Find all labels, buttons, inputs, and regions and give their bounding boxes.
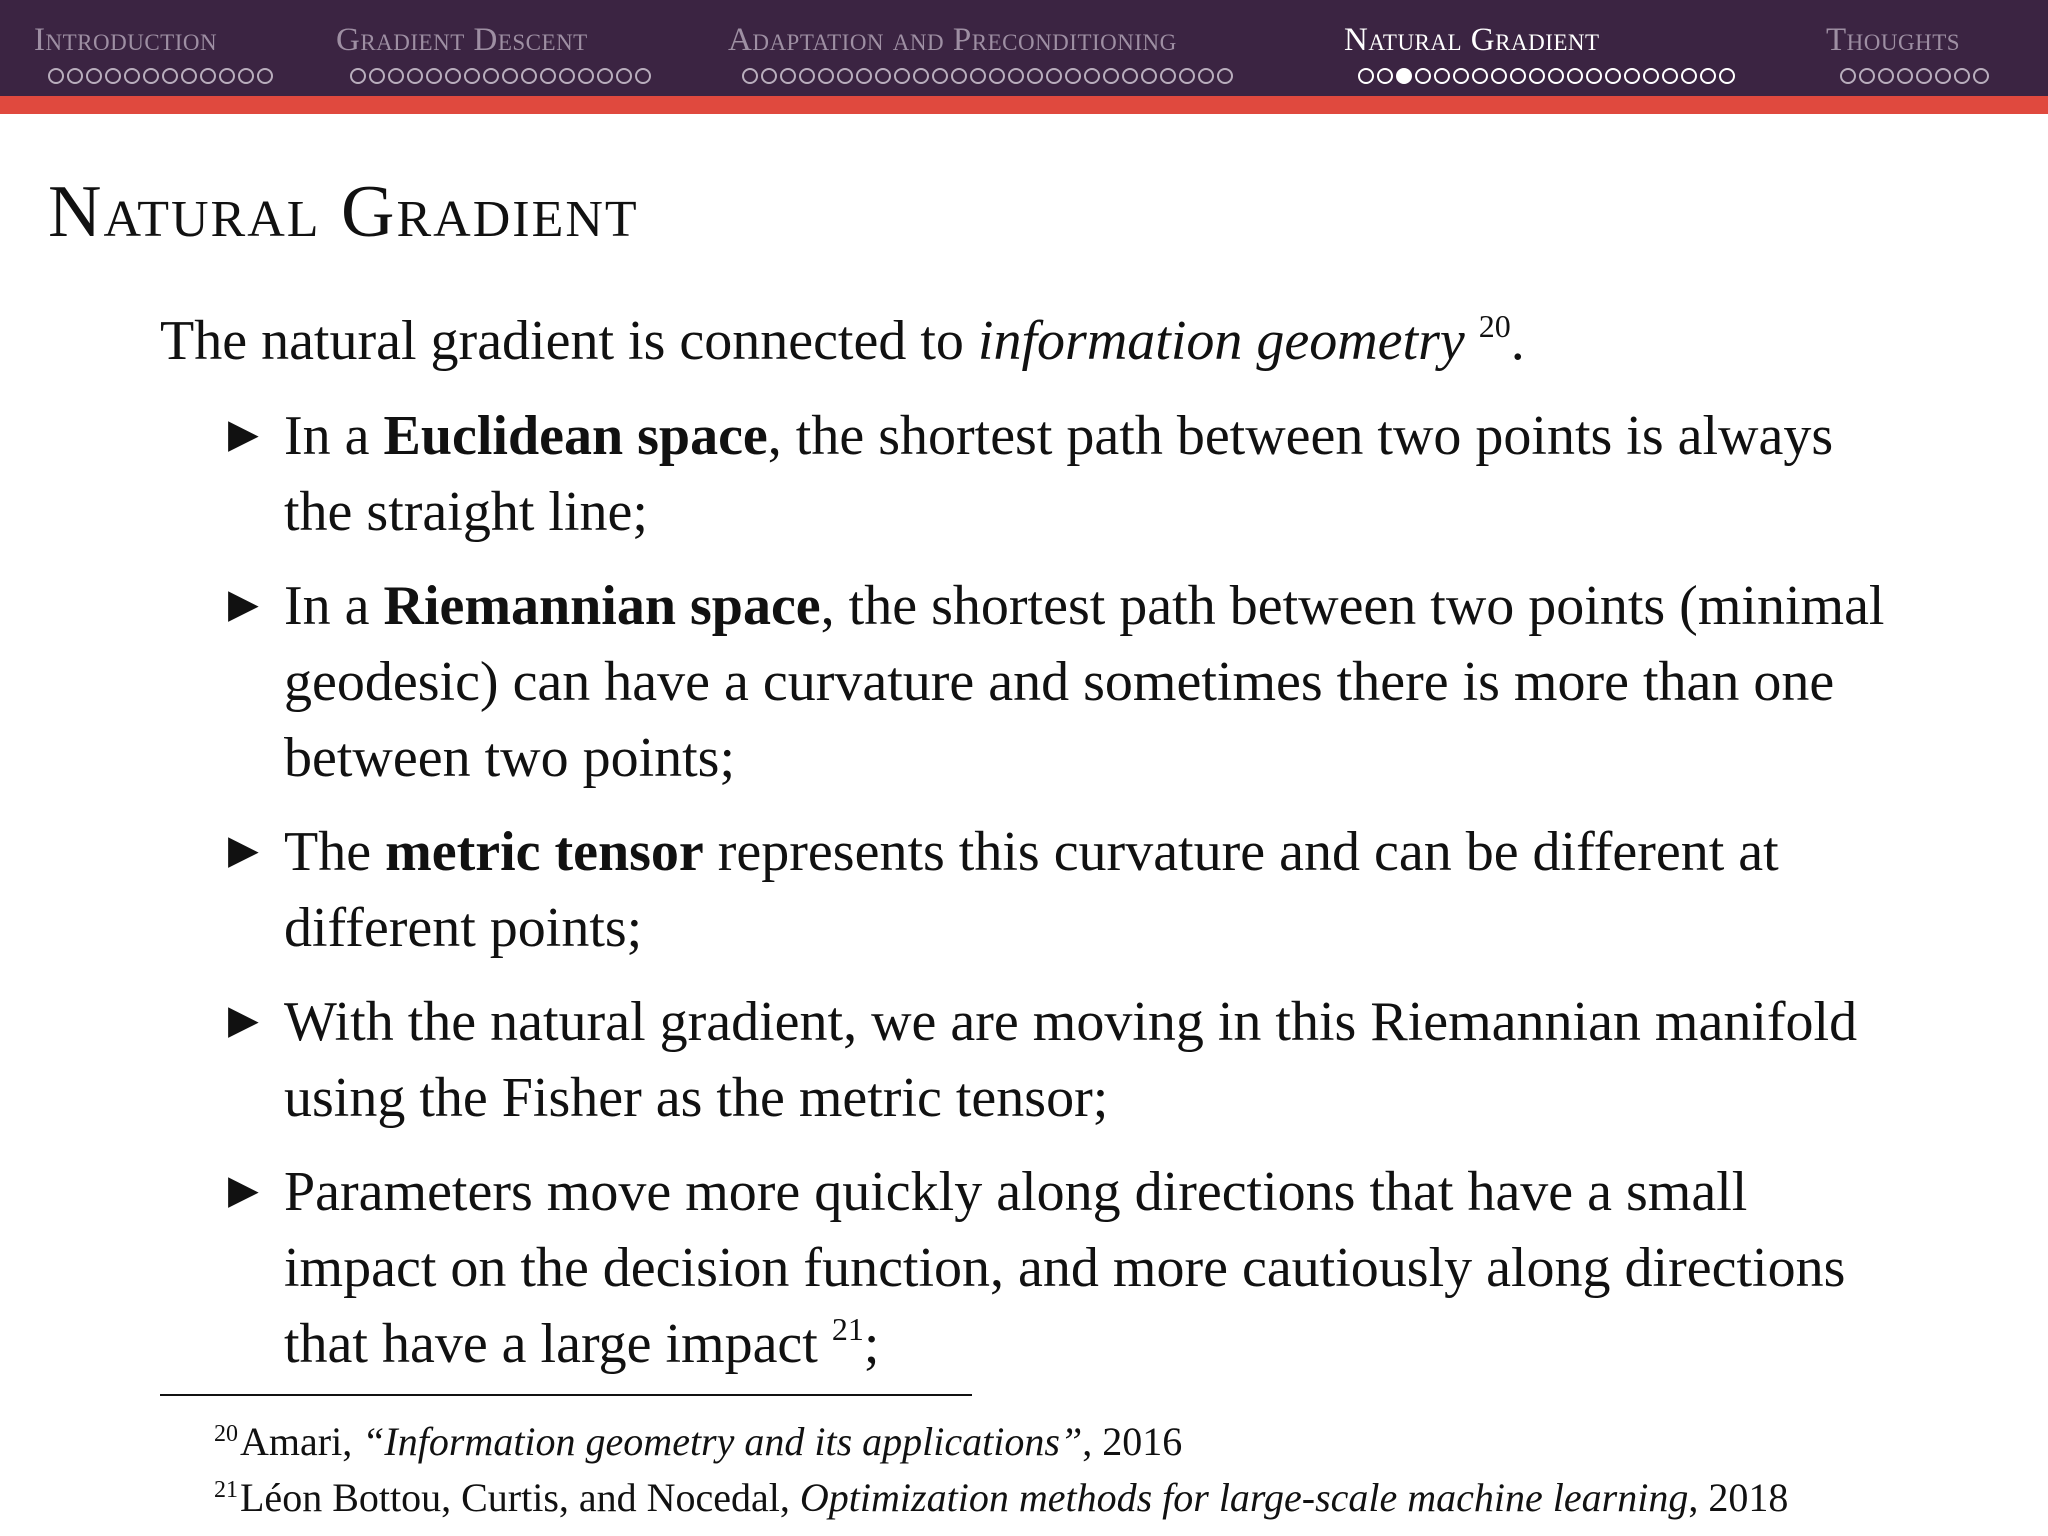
slide-dot[interactable] xyxy=(1548,68,1564,84)
bullet-text: represents this curvature and can be different at different points; xyxy=(284,821,1779,959)
bullet-item xyxy=(224,568,1904,796)
footnote-text: Amari, xyxy=(240,1419,363,1464)
slide-dot[interactable] xyxy=(1046,68,1062,84)
slide-dot[interactable] xyxy=(1586,68,1602,84)
slide-dots xyxy=(350,68,651,84)
slide-dot[interactable] xyxy=(1008,68,1024,84)
slide-dots xyxy=(742,68,1233,84)
slide-dot[interactable] xyxy=(1217,68,1233,84)
slide-dot[interactable] xyxy=(105,68,121,84)
slide-dot[interactable] xyxy=(970,68,986,84)
bullet-item xyxy=(224,398,1904,550)
footnote-ref[interactable]: 20 xyxy=(1478,308,1511,344)
slide-dot[interactable] xyxy=(1973,68,1989,84)
slide-dot[interactable] xyxy=(1358,68,1374,84)
intro-end: . xyxy=(1510,310,1525,372)
slide-dot[interactable] xyxy=(1179,68,1195,84)
footnote-year: , 2018 xyxy=(1688,1475,1789,1520)
slide-dot[interactable] xyxy=(1434,68,1450,84)
nav-section-adaptation-and-preconditioning[interactable] xyxy=(728,22,1233,84)
footnote-title: Optimization methods for large-scale machine learning xyxy=(799,1475,1689,1520)
slide-dot[interactable] xyxy=(1840,68,1856,84)
section-navigation-bar xyxy=(0,0,2048,96)
slide-dot[interactable] xyxy=(837,68,853,84)
slide-dot[interactable] xyxy=(1491,68,1507,84)
slide-dot[interactable] xyxy=(1878,68,1894,84)
slide-dot[interactable] xyxy=(761,68,777,84)
slide-dot[interactable] xyxy=(1415,68,1431,84)
slide-dot[interactable] xyxy=(989,68,1005,84)
slide-dot[interactable] xyxy=(1510,68,1526,84)
nav-section-label[interactable]: Thoughts xyxy=(1826,22,1961,58)
slide-dot[interactable] xyxy=(1700,68,1716,84)
nav-section-natural-gradient[interactable] xyxy=(1344,22,1735,84)
nav-section-label[interactable]: Adaptation and Preconditioning xyxy=(728,22,1177,58)
nav-section-gradient-descent[interactable] xyxy=(336,22,651,84)
slide-dot[interactable] xyxy=(1472,68,1488,84)
slide-dot[interactable] xyxy=(742,68,758,84)
slide-dot[interactable] xyxy=(951,68,967,84)
slide-dot[interactable] xyxy=(1103,68,1119,84)
slide-dot[interactable] xyxy=(483,68,499,84)
slide-dot[interactable] xyxy=(521,68,537,84)
bullet-triangle-icon: ▶ xyxy=(228,997,259,1042)
bullet-triangle-icon: ▶ xyxy=(228,581,259,626)
slide-dot[interactable] xyxy=(894,68,910,84)
slide-dot[interactable] xyxy=(559,68,575,84)
slide-dot[interactable] xyxy=(388,68,404,84)
slide-dot[interactable] xyxy=(1065,68,1081,84)
slide-dot[interactable] xyxy=(1377,68,1393,84)
slide-dots xyxy=(48,68,273,84)
slide-dot[interactable] xyxy=(1897,68,1913,84)
footnote-year: , 2016 xyxy=(1082,1419,1183,1464)
nav-section-label[interactable]: Introduction xyxy=(34,22,218,58)
footnote-20 xyxy=(214,1416,1182,1468)
slide-dot[interactable] xyxy=(124,68,140,84)
nav-section-introduction[interactable] xyxy=(34,22,273,84)
nav-section-thoughts[interactable] xyxy=(1826,22,1989,84)
slide-dot[interactable] xyxy=(578,68,594,84)
bullet-triangle-icon: ▶ xyxy=(228,1167,259,1212)
slide-dot[interactable] xyxy=(932,68,948,84)
slide-dots xyxy=(1358,68,1735,84)
slide-dot[interactable] xyxy=(1141,68,1157,84)
bullet-item xyxy=(224,984,1904,1136)
slide-dot[interactable] xyxy=(1160,68,1176,84)
slide-dot[interactable] xyxy=(219,68,235,84)
bullet-text: With the natural gradient, we are moving in this Riemannian manifold using the Fisher as the metric tensor; xyxy=(284,991,1858,1129)
bullet-bold: Euclidean space xyxy=(383,405,768,467)
slide-dot[interactable] xyxy=(464,68,480,84)
slide-title: Natural Gradient xyxy=(48,171,639,253)
bullet-text: , the shortest path between two points (minimal geodesic) can have a curvature and sometimes there is more than one between two points; xyxy=(284,575,1885,789)
slide-dot[interactable] xyxy=(445,68,461,84)
slide-dot[interactable] xyxy=(1643,68,1659,84)
slide-dot[interactable] xyxy=(86,68,102,84)
slide-dot[interactable] xyxy=(635,68,651,84)
slide-dot[interactable] xyxy=(1935,68,1951,84)
slide-dot[interactable] xyxy=(181,68,197,84)
slide-dot[interactable] xyxy=(1624,68,1640,84)
slide-dot[interactable] xyxy=(540,68,556,84)
slide-dot[interactable] xyxy=(369,68,385,84)
bullet-text: In a xyxy=(284,575,384,637)
slide-dot[interactable] xyxy=(1396,68,1412,84)
slide-dot[interactable] xyxy=(1027,68,1043,84)
slide-dot[interactable] xyxy=(875,68,891,84)
bullet-text: Parameters move more quickly along directions that have a small impact on the decision function, and more cautiously along directions that have a large impact xyxy=(284,1161,1846,1375)
slide-dot[interactable] xyxy=(913,68,929,84)
bullet-bold: metric tensor xyxy=(385,821,704,883)
bullet-triangle-icon: ▶ xyxy=(228,827,259,872)
slide-dot[interactable] xyxy=(143,68,159,84)
slide-dot[interactable] xyxy=(502,68,518,84)
slide-dot[interactable] xyxy=(616,68,632,84)
slide-dot[interactable] xyxy=(257,68,273,84)
footnote-title: “Information geometry and its applications” xyxy=(362,1419,1083,1464)
intro-sentence xyxy=(160,305,1525,377)
slide-dot[interactable] xyxy=(1529,68,1545,84)
slide-dot[interactable] xyxy=(1567,68,1583,84)
footnote-mark: 21 xyxy=(214,1477,238,1503)
slide-dot[interactable] xyxy=(1719,68,1735,84)
slide-dot[interactable] xyxy=(799,68,815,84)
slide-dot[interactable] xyxy=(1662,68,1678,84)
footnote-21 xyxy=(214,1472,1788,1524)
slide-dot[interactable] xyxy=(162,68,178,84)
slide-dot[interactable] xyxy=(426,68,442,84)
footnote-ref[interactable]: 21 xyxy=(831,1311,864,1347)
bullet-text: The xyxy=(284,821,386,883)
bullet-text: In a xyxy=(284,405,384,467)
slide-dot[interactable] xyxy=(238,68,254,84)
bullet-item xyxy=(224,1154,1904,1382)
slide-dots xyxy=(1840,68,1989,84)
bullet-text: , the shortest path between two points is always the straight line; xyxy=(284,405,1834,543)
slide-dot[interactable] xyxy=(597,68,613,84)
bullet-list xyxy=(224,398,1904,1400)
bullet-item xyxy=(224,814,1904,966)
footnote-mark: 20 xyxy=(214,1421,238,1447)
slide-dot[interactable] xyxy=(200,68,216,84)
slide-dot[interactable] xyxy=(407,68,423,84)
bullet-triangle-icon: ▶ xyxy=(228,411,259,456)
slide-dot[interactable] xyxy=(1084,68,1100,84)
slide-dot[interactable] xyxy=(48,68,64,84)
slide-dot[interactable] xyxy=(1681,68,1697,84)
bullet-text: ; xyxy=(863,1313,880,1375)
footnote-divider xyxy=(160,1394,972,1396)
slide-dot[interactable] xyxy=(1198,68,1214,84)
nav-section-label[interactable]: Natural Gradient xyxy=(1344,22,1600,58)
slide-dot[interactable] xyxy=(67,68,83,84)
slide-dot[interactable] xyxy=(1916,68,1932,84)
slide-dot[interactable] xyxy=(1859,68,1875,84)
slide-dot[interactable] xyxy=(1954,68,1970,84)
bullet-bold: Riemannian space xyxy=(383,575,821,637)
footnote-text: Léon Bottou, Curtis, and Nocedal, xyxy=(240,1475,800,1520)
slide-dot[interactable] xyxy=(1605,68,1621,84)
accent-strip xyxy=(0,96,2048,114)
slide-dot[interactable] xyxy=(818,68,834,84)
slide-dot[interactable] xyxy=(1453,68,1469,84)
slide-dot[interactable] xyxy=(1122,68,1138,84)
slide-dot[interactable] xyxy=(856,68,872,84)
intro-text: The natural gradient is connected to xyxy=(160,310,978,372)
nav-section-label[interactable]: Gradient Descent xyxy=(336,22,588,58)
slide-dot[interactable] xyxy=(350,68,366,84)
slide-dot[interactable] xyxy=(780,68,796,84)
intro-emphasis: information geometry xyxy=(977,310,1465,372)
